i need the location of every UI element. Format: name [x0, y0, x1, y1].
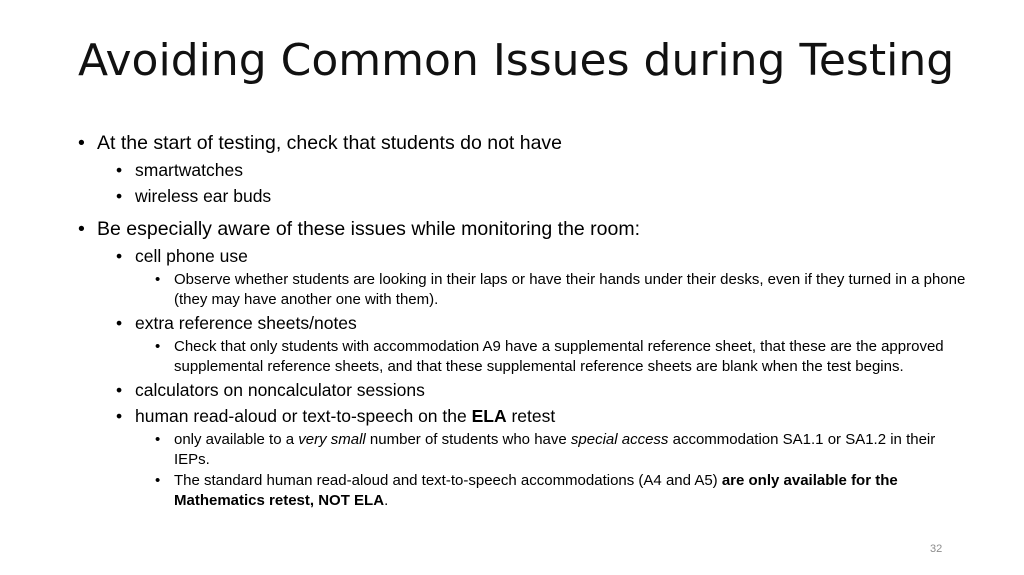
bullet-icon: •	[116, 186, 123, 206]
bullet-icon: •	[78, 132, 85, 154]
slide-title: Avoiding Common Issues during Testing	[78, 35, 955, 86]
bullet-text: Be especially aware of these issues while monitoring the room:	[97, 218, 641, 240]
bullet-text: calculators on noncalculator sessions	[135, 380, 425, 400]
bullet-icon: •	[78, 218, 85, 240]
bullet-text-bold: are only available for the Mathematics retest, NOT ELA	[174, 472, 898, 509]
slide-body	[78, 130, 968, 510]
bullet-text: cell phone use	[135, 246, 248, 266]
bullet-text-a: only available to a	[174, 431, 299, 448]
bullet-text-a: The standard human read-aloud and text-to-speech accommodations (A4 and A5)	[174, 472, 722, 489]
bullet-level2	[78, 244, 968, 268]
bullet-level2	[78, 158, 968, 182]
bullet-icon: •	[155, 271, 161, 288]
bullet-icon: •	[116, 406, 123, 426]
bullet-level3	[78, 471, 968, 510]
bullet-icon: •	[116, 313, 123, 333]
bullet-text: smartwatches	[135, 160, 243, 180]
bullet-level2	[78, 378, 968, 402]
bullet-level2	[78, 184, 968, 208]
bullet-level1	[78, 130, 968, 156]
bullet-text-pre: human read-aloud or text-to-speech on the	[135, 406, 472, 426]
bullet-text-c: .	[384, 491, 389, 509]
bullet-text-italic: very small	[298, 431, 366, 448]
bullet-text-c: number of students who have	[365, 431, 571, 448]
bullet-icon: •	[155, 431, 161, 448]
bullet-icon: •	[116, 160, 123, 180]
bullet-text-bold: ELA	[471, 406, 507, 426]
bullet-icon: •	[116, 380, 123, 400]
bullet-level3	[78, 270, 968, 309]
bullet-icon: •	[155, 472, 161, 489]
bullet-text: At the start of testing, check that students do not have	[97, 132, 563, 154]
bullet-level1	[78, 216, 968, 242]
bullet-text: Observe whether students are looking in their laps or have their hands under their desks, even if they turned in a phone (they may have another one with them).	[174, 271, 966, 308]
bullet-text-e: accommodation SA1.1 or SA1.2 in their IEPs.	[174, 431, 936, 468]
bullet-text: extra reference sheets/notes	[135, 313, 357, 333]
bullet-level2	[78, 404, 968, 428]
bullet-text: Check that only students with accommodation A9 have a supplemental reference sheet, that these are the approved supplemental reference sheets, and that these supplemental reference sheets are blank when the test begins.	[174, 338, 944, 375]
bullet-level2	[78, 311, 968, 335]
bullet-icon: •	[155, 338, 161, 355]
bullet-icon: •	[116, 246, 123, 266]
bullet-text-post: retest	[506, 406, 556, 426]
bullet-level3	[78, 430, 968, 469]
bullet-level3	[78, 337, 968, 376]
bullet-text-italic: special access	[570, 431, 669, 448]
slide-number: 32	[930, 543, 943, 555]
bullet-text: wireless ear buds	[135, 186, 272, 206]
